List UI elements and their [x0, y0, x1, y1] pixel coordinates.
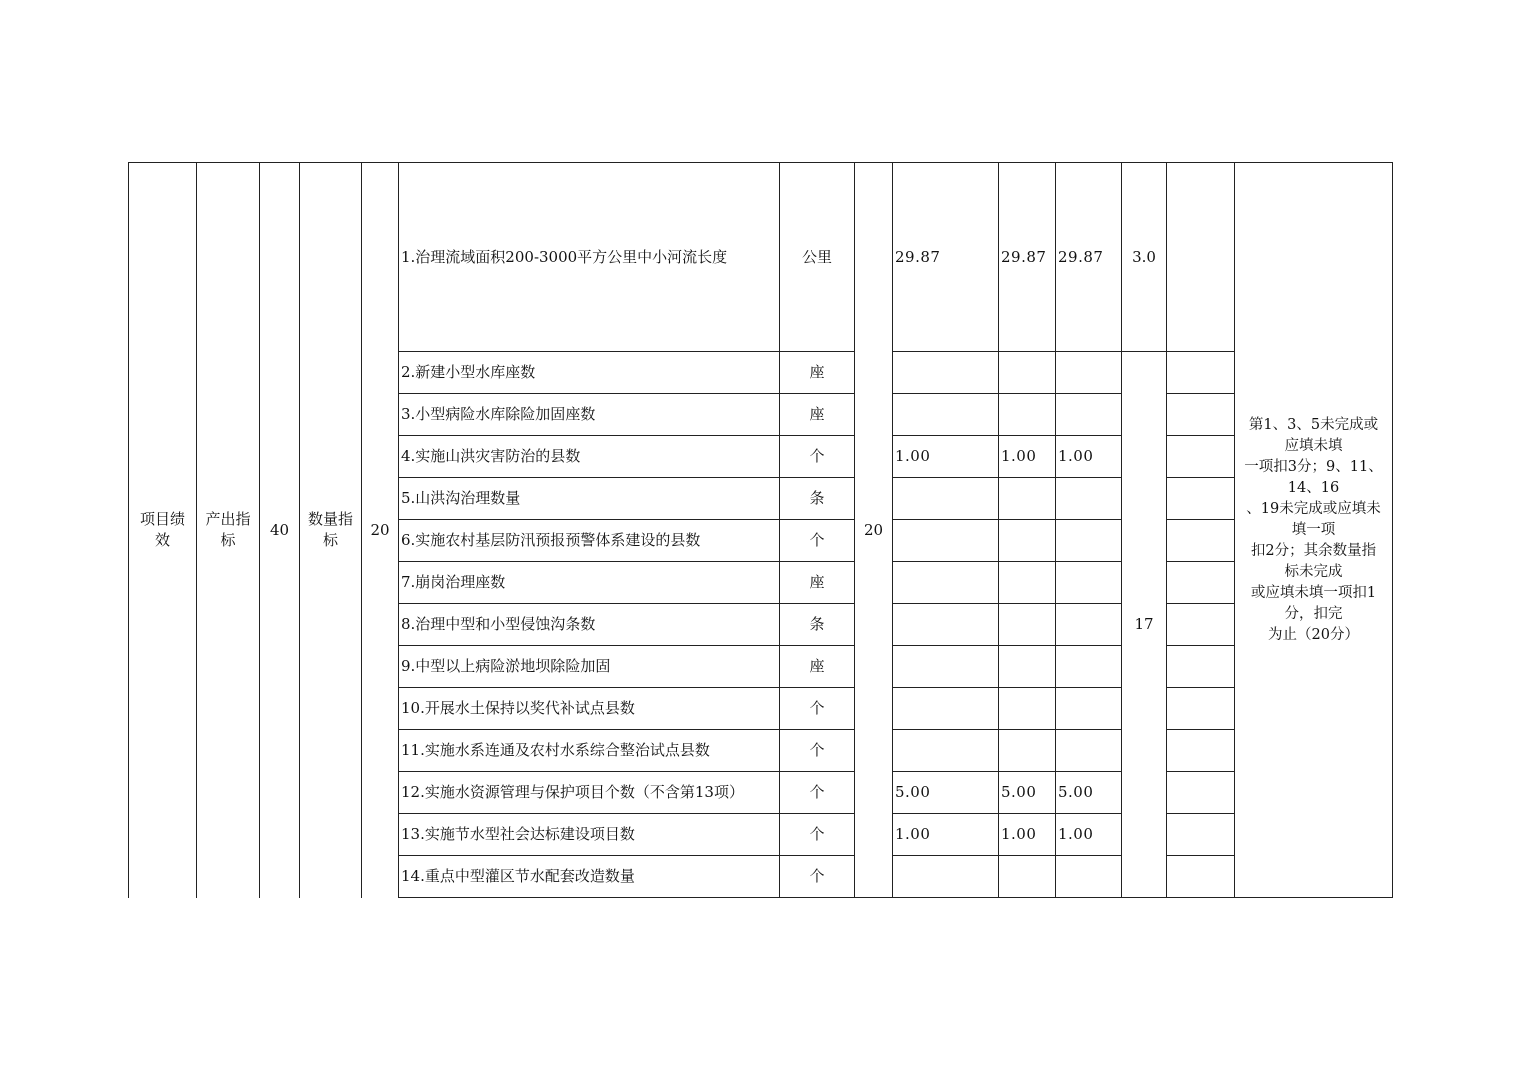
plan-value-cell: 5.00 — [893, 772, 999, 814]
note-cell — [1167, 688, 1235, 730]
unit-cell: 个 — [780, 772, 855, 814]
completed-value-cell — [999, 394, 1056, 436]
scoring-rule-cell — [1235, 163, 1393, 898]
unit-cell: 条 — [780, 604, 855, 646]
item-cell: 12.实施水资源管理与保护项目个数（不含第13项） — [399, 772, 780, 814]
completed-value-cell — [999, 352, 1056, 394]
scoring-rule-line: 标未完成 — [1284, 563, 1343, 580]
plan-value-cell — [893, 352, 999, 394]
unit-cell: 条 — [780, 478, 855, 520]
unit-cell: 个 — [780, 856, 855, 898]
item-cell: 14.重点中型灌区节水配套改造数量 — [399, 856, 780, 898]
level1-indicator-cell — [197, 163, 260, 898]
verified-value-cell — [1056, 730, 1122, 772]
level2-score-cell: 20 — [362, 163, 399, 898]
plan-value-cell — [893, 604, 999, 646]
completed-value-cell — [999, 646, 1056, 688]
completed-value-cell — [999, 604, 1056, 646]
verified-value-cell — [1056, 352, 1122, 394]
score-cell: 3.0 — [1122, 163, 1167, 352]
category-cell — [129, 163, 197, 898]
scoring-rule-line: 为止（20分） — [1268, 626, 1359, 643]
scoring-rule-line: 填一项 — [1291, 521, 1336, 538]
note-cell — [1167, 394, 1235, 436]
plan-value-cell — [893, 856, 999, 898]
completed-value-cell — [999, 520, 1056, 562]
note-cell — [1167, 604, 1235, 646]
note-cell — [1167, 352, 1235, 394]
plan-value-cell — [893, 730, 999, 772]
unit-cell: 座 — [780, 646, 855, 688]
level1-score-cell: 40 — [260, 163, 300, 898]
note-cell — [1167, 562, 1235, 604]
completed-value-cell — [999, 562, 1056, 604]
item-cell: 3.小型病险水库除险加固座数 — [399, 394, 780, 436]
completed-value-cell: 1.00 — [999, 814, 1056, 856]
completed-value-cell — [999, 688, 1056, 730]
item-cell: 4.实施山洪灾害防治的县数 — [399, 436, 780, 478]
scoring-rule-line: 一项扣3分；9、11、 — [1244, 458, 1383, 475]
scoring-rule-line: 、19未完成或应填未 — [1246, 500, 1381, 517]
scoring-rule-line: 扣2分；其余数量指 — [1250, 542, 1377, 559]
note-cell — [1167, 730, 1235, 772]
completed-value-cell: 5.00 — [999, 772, 1056, 814]
level2-indicator-text: 数量指标 — [307, 510, 353, 550]
scoring-rule-line: 第1、3、5未完成或 — [1248, 416, 1379, 433]
scoring-rule-line: 或应填未填一项扣1 — [1250, 584, 1377, 601]
unit-cell: 座 — [780, 352, 855, 394]
verified-value-cell: 1.00 — [1056, 814, 1122, 856]
completed-value-cell: 29.87 — [999, 163, 1056, 352]
table-row — [129, 163, 1393, 352]
verified-value-cell — [1056, 520, 1122, 562]
verified-value-cell — [1056, 688, 1122, 730]
performance-evaluation-table — [128, 162, 1393, 898]
scoring-rule-line: 分，扣完 — [1284, 605, 1343, 622]
note-cell — [1167, 856, 1235, 898]
unit-cell: 座 — [780, 394, 855, 436]
item-cell: 9.中型以上病险淤地坝除险加固 — [399, 646, 780, 688]
completed-value-cell — [999, 856, 1056, 898]
completed-value-cell — [999, 478, 1056, 520]
item-cell: 13.实施节水型社会达标建设项目数 — [399, 814, 780, 856]
unit-cell: 个 — [780, 730, 855, 772]
unit-cell: 个 — [780, 688, 855, 730]
item-cell: 10.开展水土保持以奖代补试点县数 — [399, 688, 780, 730]
group-score-cell: 17 — [1122, 352, 1167, 898]
plan-value-cell — [893, 562, 999, 604]
plan-value-cell — [893, 394, 999, 436]
completed-value-cell — [999, 730, 1056, 772]
item-cell: 2.新建小型水库座数 — [399, 352, 780, 394]
unit-cell: 个 — [780, 436, 855, 478]
verified-value-cell — [1056, 478, 1122, 520]
unit-cell: 个 — [780, 814, 855, 856]
category-text: 项目绩效 — [139, 510, 185, 550]
item-cell: 1.治理流域面积200-3000平方公里中小河流长度 — [399, 163, 780, 352]
plan-value-cell: 1.00 — [893, 814, 999, 856]
plan-value-cell — [893, 688, 999, 730]
unit-cell: 个 — [780, 520, 855, 562]
completed-value-cell: 1.00 — [999, 436, 1056, 478]
plan-value-cell — [893, 646, 999, 688]
plan-value-cell: 1.00 — [893, 436, 999, 478]
group-weight-cell: 20 — [855, 163, 893, 898]
note-cell — [1167, 163, 1235, 352]
note-cell — [1167, 646, 1235, 688]
item-cell: 5.山洪沟治理数量 — [399, 478, 780, 520]
scoring-rule-line: 14、16 — [1287, 479, 1340, 496]
item-cell: 8.治理中型和小型侵蚀沟条数 — [399, 604, 780, 646]
verified-value-cell: 29.87 — [1056, 163, 1122, 352]
verified-value-cell: 1.00 — [1056, 436, 1122, 478]
note-cell — [1167, 478, 1235, 520]
verified-value-cell — [1056, 562, 1122, 604]
note-cell — [1167, 814, 1235, 856]
unit-cell: 公里 — [780, 163, 855, 352]
verified-value-cell — [1056, 604, 1122, 646]
level2-indicator-cell — [300, 163, 362, 898]
level1-indicator-text: 产出指标 — [205, 510, 251, 550]
item-cell: 11.实施水系连通及农村水系综合整治试点县数 — [399, 730, 780, 772]
note-cell — [1167, 436, 1235, 478]
item-cell: 6.实施农村基层防汛预报预警体系建设的县数 — [399, 520, 780, 562]
verified-value-cell — [1056, 646, 1122, 688]
unit-cell: 座 — [780, 562, 855, 604]
item-cell: 7.崩岗治理座数 — [399, 562, 780, 604]
verified-value-cell — [1056, 856, 1122, 898]
plan-value-cell — [893, 520, 999, 562]
plan-value-cell — [893, 478, 999, 520]
note-cell — [1167, 772, 1235, 814]
verified-value-cell — [1056, 394, 1122, 436]
note-cell — [1167, 520, 1235, 562]
verified-value-cell: 5.00 — [1056, 772, 1122, 814]
plan-value-cell: 29.87 — [893, 163, 999, 352]
scoring-rule-line: 应填未填 — [1284, 437, 1343, 454]
